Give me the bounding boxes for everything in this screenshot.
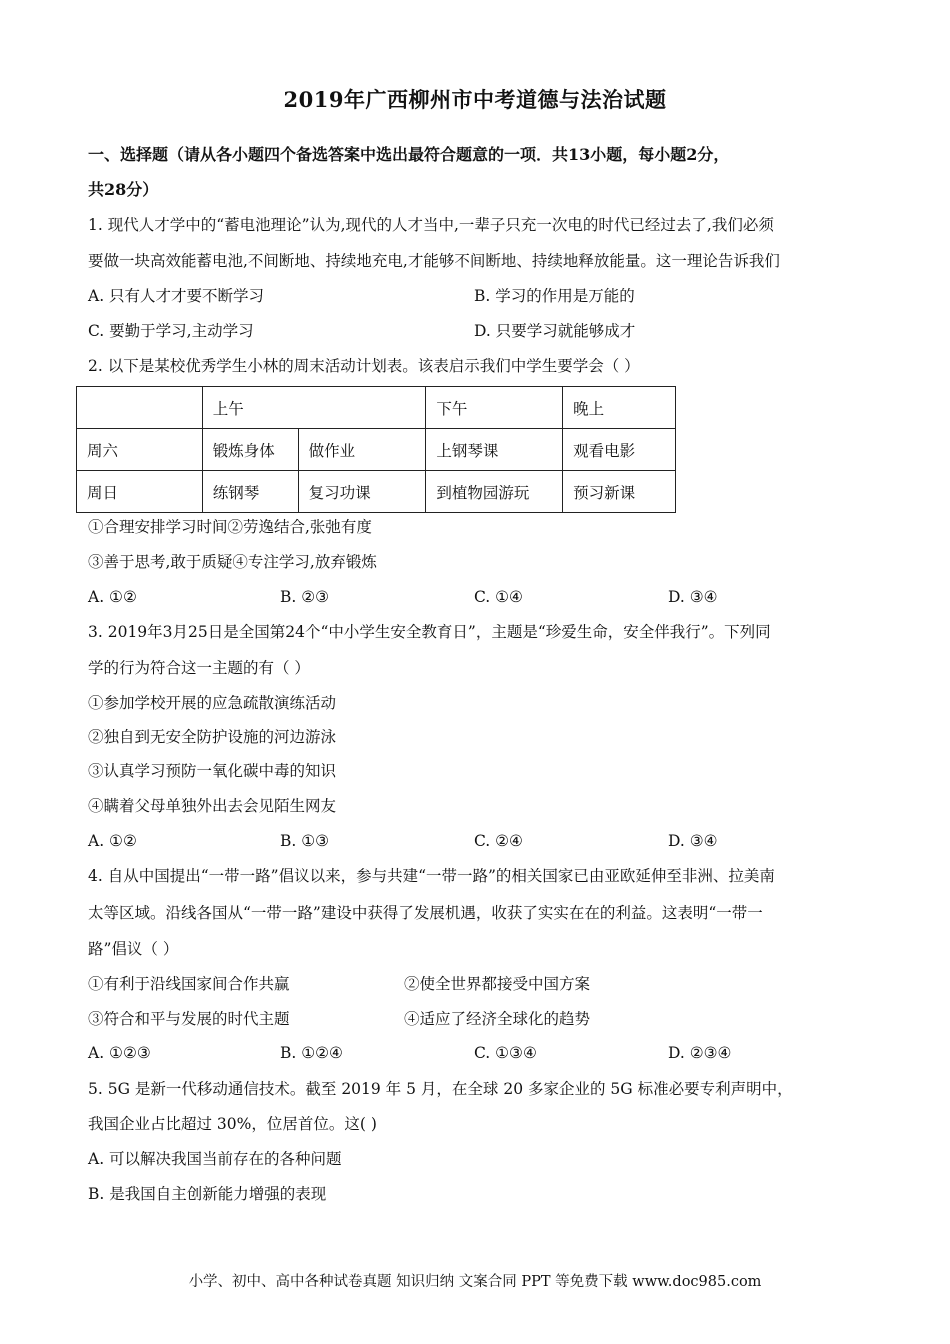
table-row bbox=[77, 471, 676, 513]
q1-option-c: C. 要勤于学习,主动学习 bbox=[88, 322, 254, 340]
q4-statement-4: ④适应了经济全球化的趋势 bbox=[404, 1010, 591, 1028]
table-cell: 上钢琴课 bbox=[426, 429, 563, 471]
table-header-cell bbox=[77, 387, 203, 429]
q1-stem-line-1: 1. 现代人才学中的“蓄电池理论”认为,现代的人才当中,一辈子只充一次电的时代已经过去了,我们必须 bbox=[88, 216, 774, 234]
q1-option-b: B. 学习的作用是万能的 bbox=[474, 287, 635, 305]
q3-statement-4: ④瞒着父母单独外出去会见陌生网友 bbox=[88, 797, 337, 815]
q3-statement-2: ②独自到无安全防护设施的河边游泳 bbox=[88, 728, 337, 746]
q3-option-d: D. ③④ bbox=[668, 832, 718, 850]
q3-option-a: A. ①② bbox=[88, 832, 137, 850]
table-cell: 锻炼身体 bbox=[202, 429, 298, 471]
q2-statement-line-1: ①合理安排学习时间②劳逸结合,张弛有度 bbox=[88, 518, 372, 536]
q4-option-a: A. ①②③ bbox=[88, 1044, 151, 1062]
q4-statement-2: ②使全世界都接受中国方案 bbox=[404, 975, 591, 993]
q4-stem-line-3: 路”倡议（ ） bbox=[88, 940, 179, 958]
q2-option-c: C. ①④ bbox=[474, 588, 523, 606]
section-heading-line-2: 共28分） bbox=[88, 180, 159, 199]
table-cell: 做作业 bbox=[298, 429, 426, 471]
q1-stem-line-2: 要做一块高效能蓄电池,不间断地、持续地充电,才能够不间断地、持续地释放能量。这一理论告诉我们 bbox=[88, 252, 780, 270]
weekend-schedule-table bbox=[76, 386, 676, 513]
q3-option-b: B. ①③ bbox=[280, 832, 330, 850]
q3-stem-line-1: 3. 2019年3月25日是全国第24个“中小学生安全教育日”，主题是“珍爱生命，安全伴我行”。下列同 bbox=[88, 623, 771, 641]
page-title: 2019年广西柳州市中考道德与法治试题 bbox=[283, 87, 667, 112]
q4-option-d: D. ②③④ bbox=[668, 1044, 732, 1062]
section-heading-line-1: 一、选择题（请从各小题四个备选答案中选出最符合题意的一项．共13小题，每小题2分， bbox=[88, 145, 730, 164]
table-cell: 周日 bbox=[77, 471, 203, 513]
q4-statement-3: ③符合和平与发展的时代主题 bbox=[88, 1010, 290, 1028]
q2-option-b: B. ②③ bbox=[280, 588, 330, 606]
table-header-cell: 晚上 bbox=[563, 387, 676, 429]
table-header-row bbox=[77, 387, 676, 429]
q5-stem-line-2: 我国企业占比超过 30%，位居首位。这( ) bbox=[88, 1115, 377, 1133]
table-cell: 复习功课 bbox=[298, 471, 426, 513]
q3-statement-3: ③认真学习预防一氧化碳中毒的知识 bbox=[88, 762, 337, 780]
q5-option-b: B. 是我国自主创新能力增强的表现 bbox=[88, 1185, 327, 1203]
table-cell: 练钢琴 bbox=[202, 471, 298, 513]
table-header-cell: 下午 bbox=[426, 387, 563, 429]
q3-statement-1: ①参加学校开展的应急疏散演练活动 bbox=[88, 694, 337, 712]
q1-option-a: A. 只有人才才要不断学习 bbox=[88, 287, 265, 305]
footer-download-note: 小学、初中、高中各种试卷真题 知识归纳 文案合同 PPT 等免费下载 www.doc985.com bbox=[188, 1274, 762, 1290]
table-cell: 预习新课 bbox=[563, 471, 676, 513]
table-cell: 观看电影 bbox=[563, 429, 676, 471]
q4-stem-line-1: 4. 自从中国提出“一带一路”倡议以来，参与共建“一带一路”的相关国家已由亚欧延伸至非洲、拉美南 bbox=[88, 867, 775, 885]
q3-option-c: C. ②④ bbox=[474, 832, 523, 850]
q4-statement-1: ①有利于沿线国家间合作共赢 bbox=[88, 975, 290, 993]
table-cell: 周六 bbox=[77, 429, 203, 471]
q5-option-a: A. 可以解决我国当前存在的各种问题 bbox=[88, 1150, 342, 1168]
q2-statement-line-2: ③善于思考,敢于质疑④专注学习,放弃锻炼 bbox=[88, 553, 377, 571]
q3-stem-line-2: 学的行为符合这一主题的有（ ） bbox=[88, 659, 310, 677]
q4-option-b: B. ①②④ bbox=[280, 1044, 343, 1062]
table-cell: 到植物园游玩 bbox=[426, 471, 563, 513]
q1-option-d: D. 只要学习就能够成才 bbox=[474, 322, 636, 340]
q2-option-a: A. ①② bbox=[88, 588, 137, 606]
q5-stem-line-1: 5. 5G 是新一代移动通信技术。截至 2019 年 5 月，在全球 20 多家企业的 5G 标准必要专利声明中， bbox=[88, 1080, 793, 1098]
q4-stem-line-2: 太等区域。沿线各国从“一带一路”建设中获得了发展机遇，收获了实实在在的利益。这表明“一带一 bbox=[88, 904, 763, 922]
table-row bbox=[77, 429, 676, 471]
table-header-cell: 上午 bbox=[202, 387, 426, 429]
q4-option-c: C. ①③④ bbox=[474, 1044, 537, 1062]
q2-stem: 2. 以下是某校优秀学生小林的周末活动计划表。该表启示我们中学生要学会（ ） bbox=[88, 357, 640, 375]
q2-option-d: D. ③④ bbox=[668, 588, 718, 606]
